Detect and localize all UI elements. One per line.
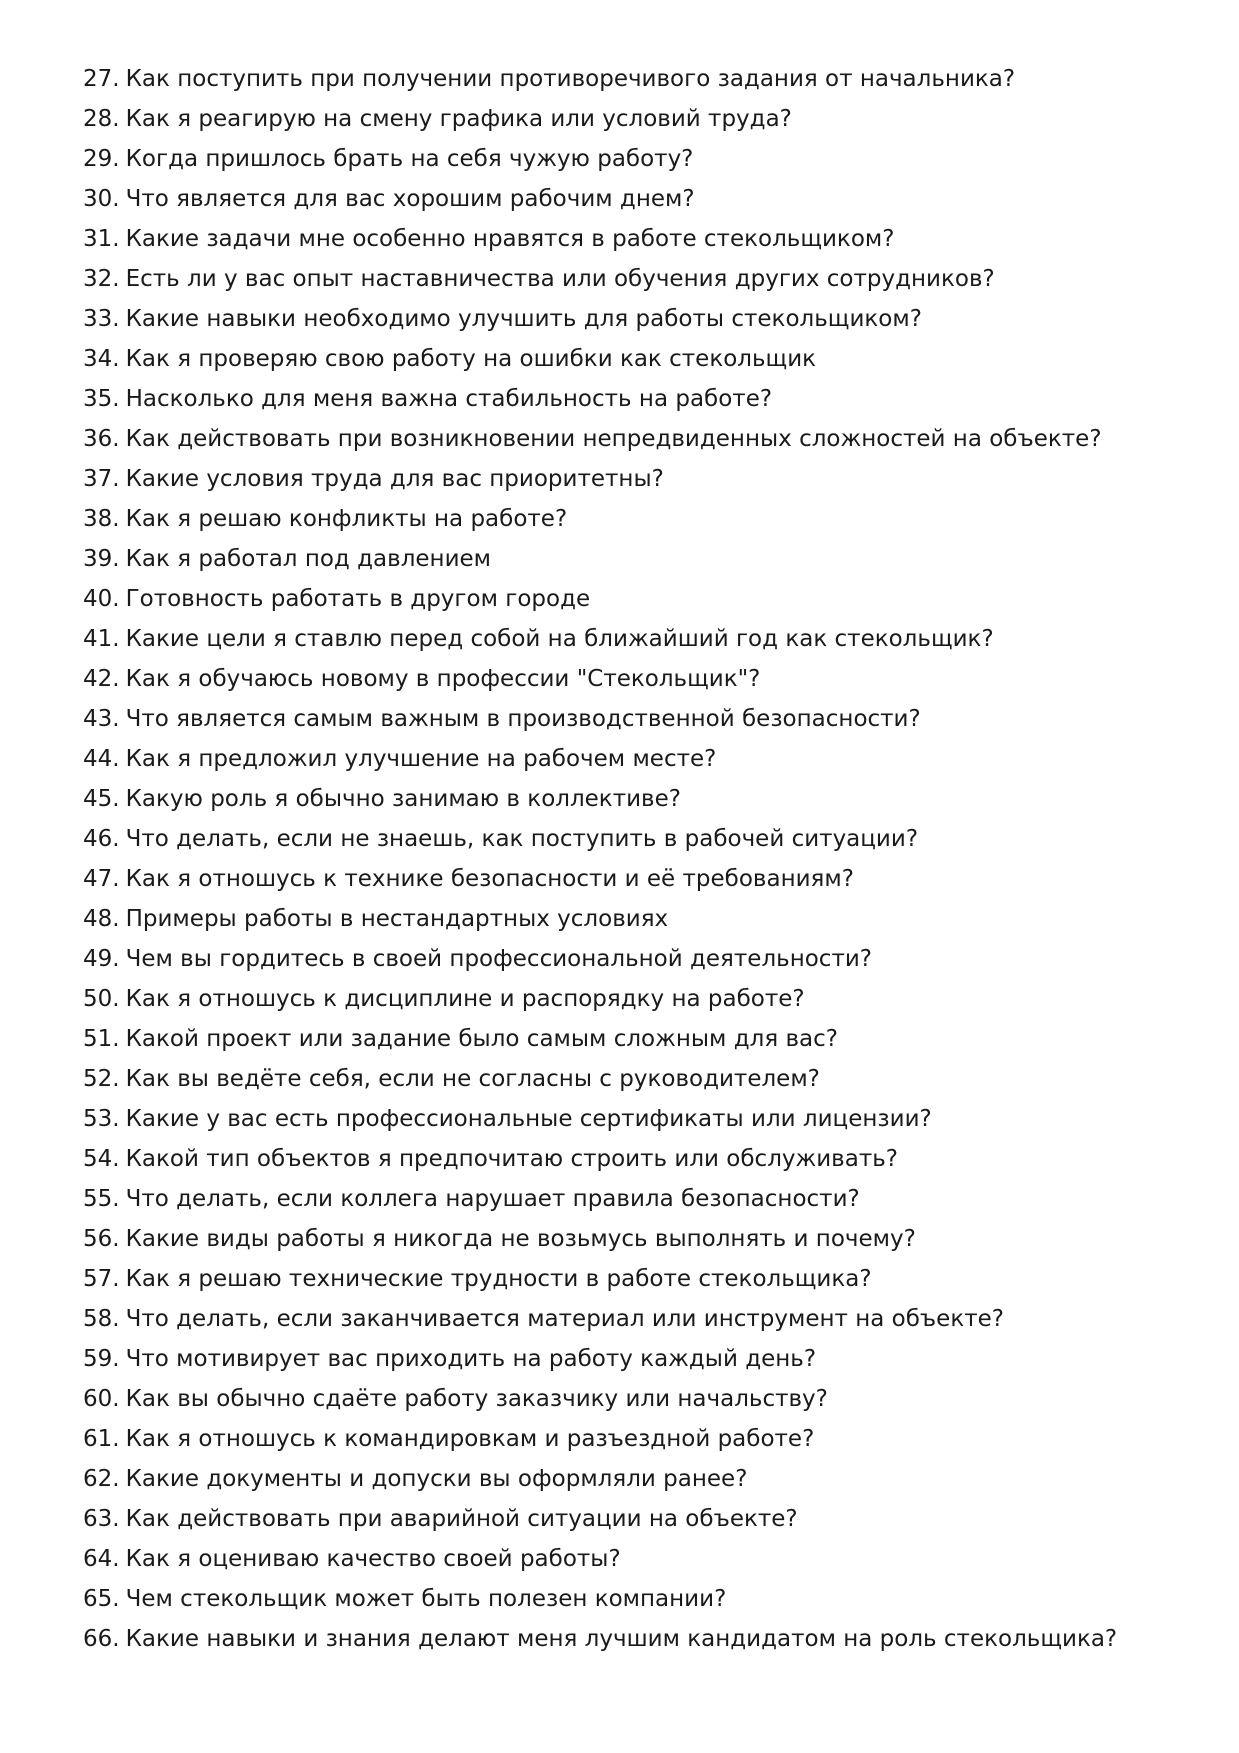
question-text: Какие навыки и знания делают меня лучшим кандидатом на роль стекольщика?: [125, 1626, 1118, 1652]
question-number: 27 .: [83, 59, 120, 99]
question-number: 42 .: [83, 659, 120, 699]
question-text: Какие навыки необходимо улучшить для работы стекольщиком?: [125, 306, 922, 332]
question-item: [83, 139, 1203, 179]
question-item: [83, 659, 1203, 699]
question-item: [83, 1299, 1203, 1339]
question-item: [83, 819, 1203, 859]
question-text: Что является для вас хорошим рабочим днем?: [125, 186, 695, 212]
question-number: 63 .: [83, 1499, 120, 1539]
question-item: [83, 1379, 1203, 1419]
question-text: Как я отношусь к дисциплине и распорядку на работе?: [125, 986, 805, 1012]
question-item: [83, 419, 1203, 459]
question-text: Как я проверяю свою работу на ошибки как стекольщик: [125, 346, 817, 372]
question-number: 38 .: [83, 499, 120, 539]
question-text: Готовность работать в другом городе: [125, 586, 591, 612]
question-item: [83, 499, 1203, 539]
question-item: [83, 939, 1203, 979]
question-item: [83, 619, 1203, 659]
question-number: 66 .: [83, 1619, 120, 1659]
question-text: Как вы ведёте себя, если не согласны с руководителем?: [125, 1066, 820, 1092]
question-number: 58 .: [83, 1299, 120, 1339]
question-item: [83, 259, 1203, 299]
question-text: Какие виды работы я никогда не возьмусь выполнять и почему?: [125, 1226, 916, 1252]
question-text: Примеры работы в нестандартных условиях: [125, 906, 669, 932]
question-text: Какие условия труда для вас приоритетны?: [125, 466, 664, 492]
question-number: 28 .: [83, 99, 120, 139]
question-item: [83, 1419, 1203, 1459]
question-item: [83, 1139, 1203, 1179]
question-text: Как вы обычно сдаёте работу заказчику или начальству?: [125, 1386, 828, 1412]
question-number: 33 .: [83, 299, 120, 339]
question-text: Какой проект или задание было самым сложным для вас?: [125, 1026, 838, 1052]
question-number: 51 .: [83, 1019, 120, 1059]
question-item: [83, 299, 1203, 339]
question-item: [83, 1179, 1203, 1219]
question-number: 60 .: [83, 1379, 120, 1419]
question-number: 34 .: [83, 339, 120, 379]
question-number: 32 .: [83, 259, 120, 299]
question-text: Насколько для меня важна стабильность на работе?: [125, 386, 773, 412]
question-number: 35 .: [83, 379, 120, 419]
question-text: Как я отношусь к технике безопасности и её требованиям?: [125, 866, 854, 892]
question-item: [83, 1459, 1203, 1499]
question-item: [83, 899, 1203, 939]
question-item: [83, 459, 1203, 499]
question-text: Как я отношусь к командировкам и разъездной работе?: [125, 1426, 815, 1452]
question-number: 30 .: [83, 179, 120, 219]
question-number: 49 .: [83, 939, 120, 979]
question-item: [83, 1579, 1203, 1619]
question-number: 44 .: [83, 739, 120, 779]
question-text: Как я решаю конфликты на работе?: [125, 506, 568, 532]
question-text: Как я оцениваю качество своей работы?: [125, 1546, 621, 1572]
question-number: 65 .: [83, 1579, 120, 1619]
question-item: [83, 579, 1203, 619]
question-text: Какие задачи мне особенно нравятся в работе стекольщиком?: [125, 226, 895, 252]
question-number: 37 .: [83, 459, 120, 499]
question-item: [83, 1099, 1203, 1139]
question-number: 41 .: [83, 619, 120, 659]
question-item: [83, 539, 1203, 579]
question-text: Какие у вас есть профессиональные сертификаты или лицензии?: [125, 1106, 932, 1132]
question-list: [83, 59, 1203, 1659]
question-number: 31 .: [83, 219, 120, 259]
question-number: 61 .: [83, 1419, 120, 1459]
question-item: [83, 1339, 1203, 1379]
question-text: Какую роль я обычно занимаю в коллективе?: [125, 786, 681, 812]
question-number: 39 .: [83, 539, 120, 579]
question-number: 56 .: [83, 1219, 120, 1259]
question-item: [83, 219, 1203, 259]
question-number: 47 .: [83, 859, 120, 899]
question-number: 43 .: [83, 699, 120, 739]
question-item: [83, 379, 1203, 419]
question-text: Чем вы гордитесь в своей профессиональной деятельности?: [125, 946, 873, 972]
question-number: 40 .: [83, 579, 120, 619]
question-item: [83, 699, 1203, 739]
question-item: [83, 739, 1203, 779]
question-text: Что делать, если не знаешь, как поступить в рабочей ситуации?: [125, 826, 919, 852]
question-item: [83, 339, 1203, 379]
question-item: [83, 1499, 1203, 1539]
question-number: 62 .: [83, 1459, 120, 1499]
question-item: [83, 859, 1203, 899]
question-item: [83, 979, 1203, 1019]
question-number: 36 .: [83, 419, 120, 459]
question-text: Что делать, если заканчивается материал или инструмент на объекте?: [125, 1306, 1004, 1332]
question-number: 29 .: [83, 139, 120, 179]
question-item: [83, 1539, 1203, 1579]
question-text: Как я обучаюсь новому в профессии "Стекольщик"?: [125, 666, 761, 692]
question-text: Как я решаю технические трудности в работе стекольщика?: [125, 1266, 872, 1292]
question-item: [83, 1219, 1203, 1259]
question-text: Есть ли у вас опыт наставничества или обучения других сотрудников?: [125, 266, 995, 292]
question-text: Какой тип объектов я предпочитаю строить или обслуживать?: [125, 1146, 898, 1172]
question-number: 45 .: [83, 779, 120, 819]
question-number: 50 .: [83, 979, 120, 1019]
question-item: [83, 1059, 1203, 1099]
question-number: 52 .: [83, 1059, 120, 1099]
question-text: Что делать, если коллега нарушает правила безопасности?: [125, 1186, 860, 1212]
question-text: Какие документы и допуски вы оформляли ранее?: [125, 1466, 748, 1492]
question-item: [83, 1619, 1203, 1659]
question-text: Как я работал под давлением: [125, 546, 492, 572]
question-text: Что мотивирует вас приходить на работу каждый день?: [125, 1346, 817, 1372]
question-number: 57 .: [83, 1259, 120, 1299]
question-text: Как поступить при получении противоречивого задания от начальника?: [125, 66, 1016, 92]
question-text: Как я реагирую на смену графика или условий труда?: [125, 106, 792, 132]
question-text: Как действовать при аварийной ситуации на объекте?: [125, 1506, 798, 1532]
question-item: [83, 99, 1203, 139]
question-number: 59 .: [83, 1339, 120, 1379]
question-item: [83, 59, 1203, 99]
question-number: 54 .: [83, 1139, 120, 1179]
question-item: [83, 179, 1203, 219]
question-number: 55 .: [83, 1179, 120, 1219]
question-text: Когда пришлось брать на себя чужую работу?: [125, 146, 694, 172]
question-text: Как я предложил улучшение на рабочем месте?: [125, 746, 717, 772]
question-item: [83, 779, 1203, 819]
question-text: Как действовать при возникновении непредвиденных сложностей на объекте?: [125, 426, 1102, 452]
question-text: Какие цели я ставлю перед собой на ближайший год как стекольщик?: [125, 626, 994, 652]
question-number: 64 .: [83, 1539, 120, 1579]
question-number: 53 .: [83, 1099, 120, 1139]
question-number: 46 .: [83, 819, 120, 859]
question-text: Что является самым важным в производственной безопасности?: [125, 706, 921, 732]
question-item: [83, 1259, 1203, 1299]
question-number: 48 .: [83, 899, 120, 939]
question-item: [83, 1019, 1203, 1059]
question-text: Чем стекольщик может быть полезен компании?: [125, 1586, 727, 1612]
